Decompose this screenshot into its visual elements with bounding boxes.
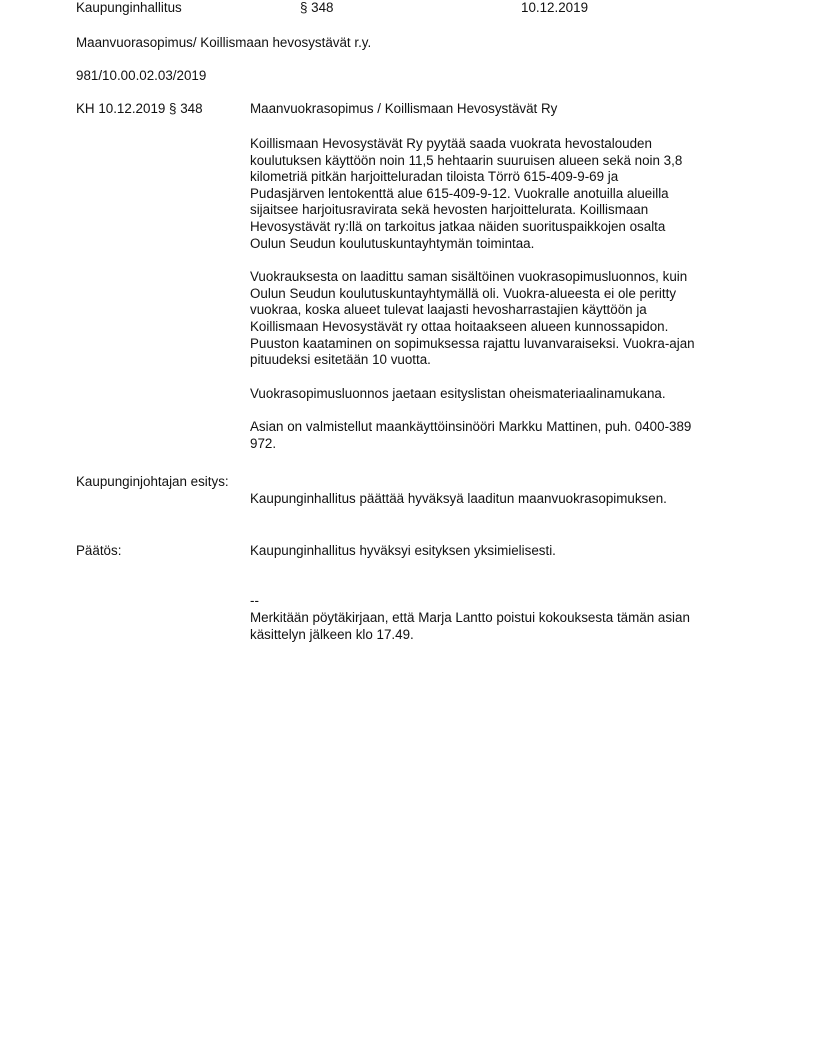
text-line: Vuokrauksesta on laadittu saman sisältöinen vuokrasopimusluonnos, kuin [250, 269, 688, 285]
proposal-text: Kaupunginhallitus päättää hyväksyä laaditun maanvuokrasopimuksen. [250, 491, 667, 506]
text-line: vuokraa, koska alueet tulevat laajasti hevosharrastajien käyttöön ja [250, 302, 647, 318]
text-line: Koillismaan Hevosystävät Ry pyytää saada vuokrata hevostalouden [250, 136, 652, 151]
item-reference: KH 10.12.2019 § 348 [76, 101, 203, 116]
text-line: Hevosystävät ry:llä on tarkoitus jatkaa näiden suorituspaikkojen osalta [250, 218, 666, 234]
text-line: Pudasjärven lentokenttä alue 615-409-9-12. Vuokralle anotuilla alueilla [250, 185, 669, 201]
note-line: käsittelyn jälkeen klo 17.49. [250, 627, 414, 642]
text-line: 972. [250, 435, 277, 451]
decision-label: Päätös: [76, 543, 122, 558]
text-line: Oulun Seudun koulutuskuntayhtymällä oli. Vuokra-alueesta ei ole peritty [250, 285, 677, 301]
header-section-number: § 348 [300, 0, 334, 15]
header-body-name: Kaupunginhallitus [76, 0, 182, 15]
paragraph-lease-draft [250, 269, 745, 369]
note-separator: -- [250, 593, 259, 608]
paragraph-preparer [250, 419, 745, 452]
paragraph-request [250, 136, 745, 252]
text-line: sijaitsee harjoitusravirata sekä hevosten harjoittelurata. Koillismaan [250, 202, 649, 218]
record-number: 981/10.00.02.03/2019 [76, 68, 207, 83]
paragraph-attachment [250, 386, 745, 403]
proposal-label: Kaupunginjohtajan esitys: [76, 474, 229, 489]
item-body [250, 136, 745, 470]
header-date: 10.12.2019 [521, 0, 589, 15]
item-title: Maanvuokrasopimus / Koillismaan Hevosystävät Ry [250, 101, 558, 116]
text-line: kilometriä pitkän harjoitteluradan tiloista Törrö 615-409-9-69 ja [250, 169, 619, 185]
note-line: Merkitään pöytäkirjaan, että Marja Lantto poistui kokouksesta tämän asian [250, 610, 690, 625]
text-line: pituudeksi esitetään 10 vuotta. [250, 352, 431, 368]
text-line: Puuston kaataminen on sopimuksessa rajattu luvanvaraiseksi. Vuokra-ajan [250, 335, 695, 351]
subject-line: Maanvuorasopimus/ Koillismaan hevosystävät r.y. [76, 35, 372, 50]
text-line: Oulun Seudun koulutuskuntayhtymän toimintaa. [250, 235, 535, 251]
decision-text: Kaupunginhallitus hyväksyi esityksen yksimielisesti. [250, 543, 556, 558]
text-line: Asian on valmistellut maankäyttöinsinööri Markku Mattinen, puh. 0400-389 [250, 419, 692, 435]
text-line: Vuokrasopimusluonnos jaetaan esityslistan oheismateriaalinamukana. [250, 385, 666, 401]
text-line: Koillismaan Hevosystävät ry ottaa hoitaakseen alueen kunnossapidon. [250, 318, 669, 334]
text-line: koulutuksen käyttöön noin 11,5 hehtaarin suuruisen alueen sekä noin 3,8 [250, 152, 683, 168]
